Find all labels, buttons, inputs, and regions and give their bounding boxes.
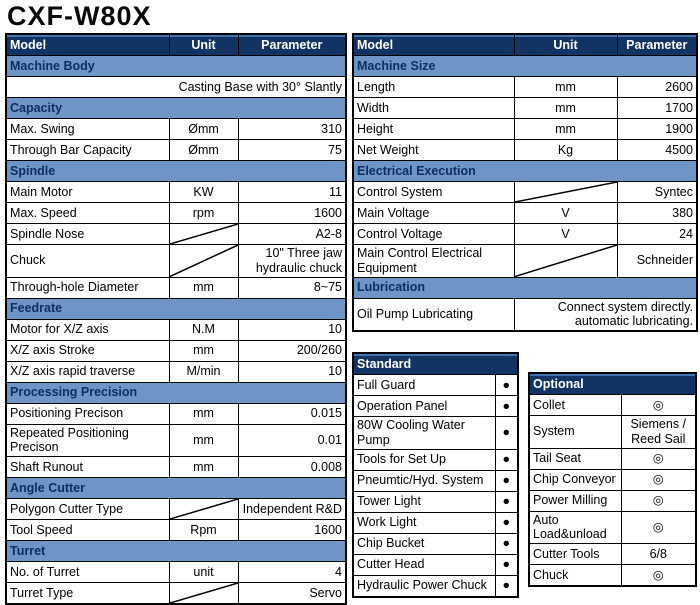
availability-mark: ● <box>495 396 518 417</box>
list-item <box>353 417 518 450</box>
availability-mark: ◎ <box>621 490 696 511</box>
right-spec-table <box>352 33 698 332</box>
param-value: Independent R&D <box>238 499 346 520</box>
table-row <box>6 182 346 203</box>
unit-cell: mm <box>514 77 617 98</box>
section-header-row <box>6 541 346 562</box>
unit-cell: mm <box>169 340 238 361</box>
table-row <box>6 77 346 98</box>
param-value: A2-8 <box>238 224 346 245</box>
param-value: 10 <box>238 319 346 340</box>
unit-cell: rpm <box>169 203 238 224</box>
availability-mark: ◎ <box>621 469 696 490</box>
table-row <box>6 277 346 298</box>
list-item <box>529 469 696 490</box>
availability-mark: ● <box>495 554 518 575</box>
param-value: 4500 <box>617 140 697 161</box>
row-label: Operation Panel <box>353 396 495 417</box>
row-label: Control System <box>353 182 514 203</box>
section-label: Feedrate <box>6 298 346 319</box>
row-label: Tail Seat <box>529 448 621 469</box>
column-header: Model <box>6 34 169 56</box>
section-label: Turret <box>6 541 346 562</box>
diagonal-slash-icon <box>515 182 617 202</box>
availability-mark: ◎ <box>621 565 696 587</box>
row-label: Spindle Nose <box>6 224 169 245</box>
availability-mark: ● <box>495 533 518 554</box>
list-item <box>529 448 696 469</box>
row-label: No. of Turret <box>6 562 169 583</box>
table-header-row <box>353 34 697 56</box>
unit-cell: mm <box>169 277 238 298</box>
section-header-row <box>353 56 697 77</box>
availability-mark: Siemens / Reed Sail <box>621 416 696 449</box>
row-label: Height <box>353 119 514 140</box>
table-row <box>353 119 697 140</box>
column-header: Unit <box>169 34 238 56</box>
list-item <box>529 544 696 565</box>
unit-cell <box>169 224 238 245</box>
unit-cell: mm <box>169 403 238 424</box>
table-row <box>353 98 697 119</box>
param-value: 310 <box>238 119 346 140</box>
row-label: Positioning Precison <box>6 403 169 424</box>
list-item <box>529 511 696 544</box>
list-item <box>353 512 518 533</box>
row-label: Chip Bucket <box>353 533 495 554</box>
table-row <box>6 245 346 278</box>
availability-mark: ● <box>495 575 518 597</box>
unit-cell <box>169 245 238 278</box>
row-label: Auto Load&unload <box>529 511 621 544</box>
table-row <box>6 424 346 457</box>
row-label: X/Z axis rapid traverse <box>6 361 169 382</box>
row-label: 80W Cooling Water Pump <box>353 417 495 450</box>
table-row <box>6 203 346 224</box>
row-label: Chuck <box>529 565 621 587</box>
diagonal-slash-icon <box>170 583 238 603</box>
unit-cell: Ømm <box>169 140 238 161</box>
table-row <box>6 224 346 245</box>
availability-mark: ◎ <box>621 511 696 544</box>
row-label: Main Motor <box>6 182 169 203</box>
list-item <box>529 490 696 511</box>
unit-cell: mm <box>169 457 238 478</box>
param-value: 0.015 <box>238 403 346 424</box>
param-value: 10" Three jaw hydraulic chuck <box>238 245 346 278</box>
table-row <box>6 457 346 478</box>
section-header-row <box>6 161 346 182</box>
row-label: System <box>529 416 621 449</box>
unit-cell <box>169 499 238 520</box>
unit-cell <box>514 245 617 278</box>
list-item <box>353 575 518 597</box>
column-header: Standard <box>353 353 518 375</box>
unit-cell: mm <box>514 119 617 140</box>
section-label: Angle Cutter <box>6 478 346 499</box>
section-header-row <box>353 161 697 182</box>
table-row <box>353 224 697 245</box>
row-label: Tool Speed <box>6 520 169 541</box>
row-label: Main Voltage <box>353 203 514 224</box>
row-label: Length <box>353 77 514 98</box>
column-header: Optional <box>529 373 696 395</box>
list-item <box>529 565 696 587</box>
table-row <box>6 583 346 605</box>
row-label: Max. Speed <box>6 203 169 224</box>
section-header-row <box>353 277 697 298</box>
availability-mark: ● <box>495 375 518 396</box>
section-label: Electrical Execution <box>353 161 697 182</box>
column-header: Model <box>353 34 514 56</box>
availability-mark: ● <box>495 491 518 512</box>
row-label: Polygon Cutter Type <box>6 499 169 520</box>
unit-cell: N.M <box>169 319 238 340</box>
diagonal-slash-icon <box>170 224 238 244</box>
section-label: Processing Precision <box>6 382 346 403</box>
span-value: Casting Base with 30° Slantly <box>6 77 346 98</box>
row-label: Main Control Electrical Equipment <box>353 245 514 278</box>
unit-cell: V <box>514 224 617 245</box>
availability-mark: ◎ <box>621 448 696 469</box>
param-value: 1700 <box>617 98 697 119</box>
table-row <box>6 499 346 520</box>
param-value: Servo <box>238 583 346 605</box>
unit-cell: mm <box>514 98 617 119</box>
row-label: Tools for Set Up <box>353 449 495 470</box>
row-label: Repeated Positioning Precison <box>6 424 169 457</box>
table-row <box>353 203 697 224</box>
row-label: Through Bar Capacity <box>6 140 169 161</box>
row-label: Hydraulic Power Chuck <box>353 575 495 597</box>
merged-value: Connect system directly. automatic lubricating. <box>514 298 697 331</box>
unit-cell: KW <box>169 182 238 203</box>
row-label: Tower Light <box>353 491 495 512</box>
unit-cell: M/min <box>169 361 238 382</box>
row-label: Turret Type <box>6 583 169 605</box>
row-label: Collet <box>529 395 621 416</box>
list-item <box>353 449 518 470</box>
row-label: Oil Pump Lubricating <box>353 298 514 331</box>
unit-cell: Ømm <box>169 119 238 140</box>
param-value: 4 <box>238 562 346 583</box>
table-row <box>353 77 697 98</box>
list-item <box>353 533 518 554</box>
availability-mark: ● <box>495 449 518 470</box>
availability-mark: ● <box>495 417 518 450</box>
row-label: Control Voltage <box>353 224 514 245</box>
availability-mark: ● <box>495 470 518 491</box>
availability-mark: ● <box>495 512 518 533</box>
column-header: Unit <box>514 34 617 56</box>
section-label: Lubrication <box>353 277 697 298</box>
row-label: Work Light <box>353 512 495 533</box>
param-value: 1900 <box>617 119 697 140</box>
table-row <box>6 140 346 161</box>
row-label: Chuck <box>6 245 169 278</box>
row-label: Pneumtic/Hyd. System <box>353 470 495 491</box>
availability-mark: ◎ <box>621 395 696 416</box>
optional-equipment-table <box>528 372 697 587</box>
row-label: Cutter Head <box>353 554 495 575</box>
list-item <box>353 375 518 396</box>
table-row <box>353 140 697 161</box>
table-row <box>6 520 346 541</box>
diagonal-slash-icon <box>170 499 238 519</box>
row-label: Shaft Runout <box>6 457 169 478</box>
left-spec-table <box>5 33 347 605</box>
row-label: Net Weight <box>353 140 514 161</box>
row-label: Power Milling <box>529 490 621 511</box>
table-header-row <box>353 353 518 375</box>
section-label: Capacity <box>6 98 346 119</box>
unit-cell <box>169 583 238 605</box>
table-row <box>6 562 346 583</box>
diagonal-slash-icon <box>515 245 617 277</box>
section-header-row <box>6 382 346 403</box>
param-value: Syntec <box>617 182 697 203</box>
section-label: Machine Body <box>6 56 346 77</box>
list-item <box>353 491 518 512</box>
section-header-row <box>6 98 346 119</box>
row-label: Through-hole Diameter <box>6 277 169 298</box>
param-value: 380 <box>617 203 697 224</box>
list-item <box>529 395 696 416</box>
unit-cell: V <box>514 203 617 224</box>
standard-equipment-table <box>352 352 519 598</box>
unit-cell <box>514 182 617 203</box>
param-value: Schneider <box>617 245 697 278</box>
table-header-row <box>529 373 696 395</box>
list-item <box>353 396 518 417</box>
availability-mark: 6/8 <box>621 544 696 565</box>
row-label: Width <box>353 98 514 119</box>
param-value: 10 <box>238 361 346 382</box>
row-label: Full Guard <box>353 375 495 396</box>
row-label: Max. Swing <box>6 119 169 140</box>
unit-cell: Rpm <box>169 520 238 541</box>
param-value: 1600 <box>238 203 346 224</box>
unit-cell: unit <box>169 562 238 583</box>
section-header-row <box>6 56 346 77</box>
param-value: 200/260 <box>238 340 346 361</box>
param-value: 0.008 <box>238 457 346 478</box>
param-value: 8~75 <box>238 277 346 298</box>
param-value: 75 <box>238 140 346 161</box>
row-label: Motor for X/Z axis <box>6 319 169 340</box>
table-row <box>353 245 697 278</box>
section-header-row <box>6 298 346 319</box>
table-row <box>6 361 346 382</box>
table-row <box>353 182 697 203</box>
section-label: Spindle <box>6 161 346 182</box>
list-item <box>353 554 518 575</box>
param-value: 11 <box>238 182 346 203</box>
column-header: Parameter <box>617 34 697 56</box>
table-header-row <box>6 34 346 56</box>
row-label: Chip Conveyor <box>529 469 621 490</box>
param-value: 1600 <box>238 520 346 541</box>
list-item <box>353 470 518 491</box>
table-row <box>353 298 697 331</box>
table-row <box>6 403 346 424</box>
param-value: 0.01 <box>238 424 346 457</box>
diagonal-slash-icon <box>170 245 238 277</box>
unit-cell: Kg <box>514 140 617 161</box>
unit-cell: mm <box>169 424 238 457</box>
table-row <box>6 340 346 361</box>
list-item <box>529 416 696 449</box>
section-label: Machine Size <box>353 56 697 77</box>
param-value: 2600 <box>617 77 697 98</box>
page-title: CXF-W80X <box>7 1 152 31</box>
param-value: 24 <box>617 224 697 245</box>
row-label: X/Z axis Stroke <box>6 340 169 361</box>
table-row <box>6 319 346 340</box>
row-label: Cutter Tools <box>529 544 621 565</box>
table-row <box>6 119 346 140</box>
column-header: Parameter <box>238 34 346 56</box>
section-header-row <box>6 478 346 499</box>
